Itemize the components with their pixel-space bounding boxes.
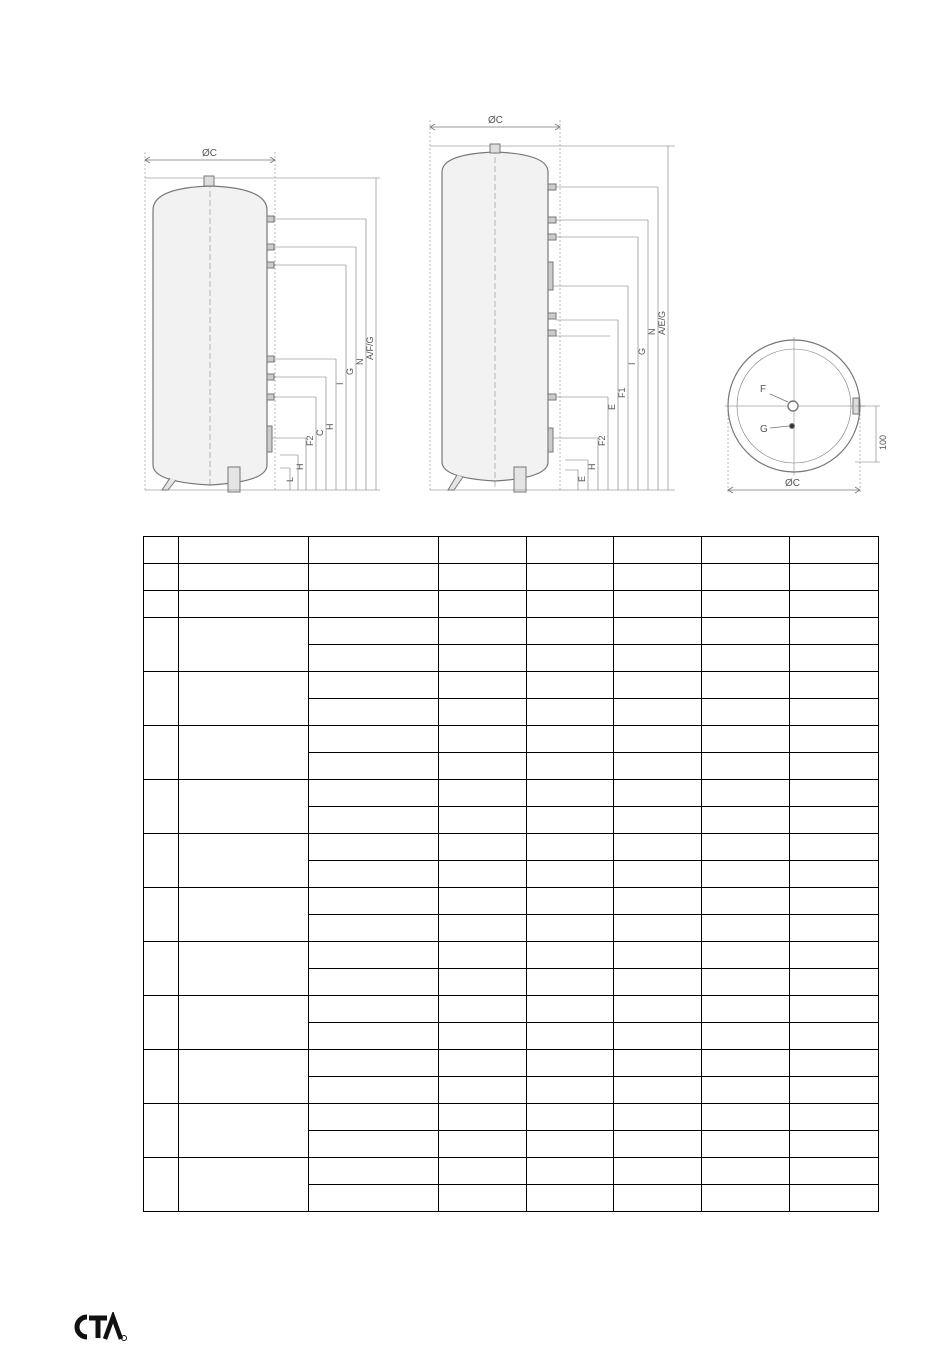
table-cell — [702, 969, 790, 996]
table-cell — [439, 699, 527, 726]
table-cell — [309, 1158, 439, 1185]
table-cell — [702, 807, 790, 834]
table-row — [144, 1158, 879, 1185]
table-cell — [614, 726, 702, 753]
tank-right-drawing — [430, 120, 675, 492]
table-row — [144, 726, 879, 753]
table-cell — [790, 1104, 879, 1131]
table-cell — [702, 1185, 790, 1212]
table-cell — [309, 861, 439, 888]
dimensions-table-body — [144, 537, 879, 1212]
table-cell — [702, 753, 790, 780]
table-row — [144, 780, 879, 807]
table-cell — [614, 564, 702, 591]
table-cell — [702, 834, 790, 861]
dim-label: I — [335, 382, 345, 385]
table-row — [144, 888, 879, 915]
table-cell — [527, 564, 614, 591]
table-cell — [702, 996, 790, 1023]
table-cell — [614, 861, 702, 888]
table-cell — [527, 1158, 614, 1185]
table-cell — [439, 915, 527, 942]
table-cell — [702, 861, 790, 888]
table-cell — [702, 1158, 790, 1185]
table-cell — [179, 591, 309, 618]
top-view-diameter-label: ØC — [785, 478, 800, 489]
top-view-label-f: F — [760, 384, 767, 395]
table-cell — [614, 1050, 702, 1077]
table-cell — [790, 1158, 879, 1185]
table-cell — [790, 591, 879, 618]
table-cell — [702, 1131, 790, 1158]
table-cell — [179, 996, 309, 1050]
table-cell — [309, 834, 439, 861]
dim-label: E — [607, 403, 617, 410]
table-cell — [527, 699, 614, 726]
table-cell — [527, 780, 614, 807]
table-cell — [702, 780, 790, 807]
tank-left-dimension-labels — [285, 336, 375, 482]
cta-logo — [73, 1312, 129, 1342]
table-cell — [702, 1104, 790, 1131]
table-cell — [309, 888, 439, 915]
dim-label: N — [355, 358, 365, 365]
table-cell — [527, 1131, 614, 1158]
table-cell — [144, 942, 179, 996]
top-view-label-g: G — [760, 424, 768, 435]
table-cell — [309, 942, 439, 969]
dim-label: A/F/G — [365, 336, 375, 360]
table-row — [144, 1050, 879, 1077]
table-cell — [702, 1077, 790, 1104]
table-cell — [614, 780, 702, 807]
table-cell — [702, 942, 790, 969]
table-cell — [144, 591, 179, 618]
table-cell — [439, 834, 527, 861]
table-cell — [614, 1077, 702, 1104]
table-cell — [439, 1158, 527, 1185]
table-cell — [527, 834, 614, 861]
table-cell — [179, 834, 309, 888]
table-cell — [309, 1023, 439, 1050]
table-row — [144, 834, 879, 861]
table-cell — [790, 645, 879, 672]
tank-left-drawing — [145, 152, 380, 492]
table-cell — [527, 1077, 614, 1104]
table-cell — [790, 672, 879, 699]
table-cell — [527, 672, 614, 699]
table-cell — [179, 942, 309, 996]
table-cell — [179, 726, 309, 780]
table-cell — [527, 753, 614, 780]
technical-drawings — [140, 110, 900, 500]
table-cell — [439, 672, 527, 699]
table-cell — [309, 1104, 439, 1131]
table-cell — [527, 915, 614, 942]
table-cell — [790, 807, 879, 834]
table-cell — [439, 564, 527, 591]
tank-left-diameter-label: ØC — [202, 148, 217, 159]
table-cell — [439, 537, 527, 564]
table-cell — [179, 1158, 309, 1212]
table-cell — [614, 618, 702, 645]
table-cell — [179, 537, 309, 564]
table-cell — [614, 942, 702, 969]
tank-right-dimension-labels — [577, 311, 667, 482]
table-row — [144, 1104, 879, 1131]
table-cell — [702, 645, 790, 672]
table-cell — [527, 645, 614, 672]
table-cell — [144, 1158, 179, 1212]
table-cell — [179, 672, 309, 726]
table-cell — [144, 672, 179, 726]
table-cell — [614, 1131, 702, 1158]
table-cell — [309, 618, 439, 645]
table-cell — [527, 1185, 614, 1212]
dim-label: L — [285, 476, 295, 482]
table-cell — [309, 1077, 439, 1104]
table-cell — [527, 861, 614, 888]
table-cell — [527, 1050, 614, 1077]
table-cell — [309, 1185, 439, 1212]
table-cell — [527, 942, 614, 969]
table-cell — [614, 1023, 702, 1050]
table-cell — [144, 780, 179, 834]
table-cell — [309, 726, 439, 753]
table-cell — [309, 915, 439, 942]
table-cell — [702, 1050, 790, 1077]
table-cell — [790, 699, 879, 726]
dim-label: E — [577, 475, 587, 482]
table-cell — [439, 726, 527, 753]
table-cell — [790, 1050, 879, 1077]
dimensions-table — [143, 536, 879, 1212]
dim-label: F2 — [597, 435, 607, 446]
table-row — [144, 537, 879, 564]
table-cell — [614, 645, 702, 672]
table-cell — [702, 537, 790, 564]
table-cell — [702, 1023, 790, 1050]
table-cell — [309, 537, 439, 564]
table-cell — [790, 915, 879, 942]
table-cell — [309, 699, 439, 726]
table-cell — [439, 1077, 527, 1104]
table-cell — [614, 834, 702, 861]
table-cell — [614, 996, 702, 1023]
table-cell — [439, 1023, 527, 1050]
table-cell — [527, 591, 614, 618]
dim-label: H — [325, 423, 335, 430]
table-cell — [614, 537, 702, 564]
tank-right-diameter-label: ØC — [488, 115, 503, 126]
table-cell — [439, 969, 527, 996]
table-cell — [702, 726, 790, 753]
dim-label: A/E/G — [657, 310, 667, 335]
table-cell — [614, 969, 702, 996]
table-cell — [527, 1023, 614, 1050]
table-cell — [614, 1104, 702, 1131]
table-cell — [790, 780, 879, 807]
table-cell — [439, 645, 527, 672]
table-cell — [439, 618, 527, 645]
table-cell — [790, 753, 879, 780]
table-cell — [527, 618, 614, 645]
table-row — [144, 996, 879, 1023]
top-view-offset-label: 100 — [878, 434, 888, 450]
table-row — [144, 672, 879, 699]
table-cell — [614, 672, 702, 699]
table-cell — [527, 537, 614, 564]
table-cell — [702, 591, 790, 618]
dim-label: G — [637, 347, 647, 355]
table-cell — [309, 753, 439, 780]
table-cell — [439, 942, 527, 969]
table-cell — [309, 645, 439, 672]
table-cell — [790, 1077, 879, 1104]
table-cell — [309, 672, 439, 699]
table-cell — [144, 537, 179, 564]
dim-label: G — [345, 367, 355, 375]
table-cell — [790, 1023, 879, 1050]
table-cell — [309, 564, 439, 591]
dim-label: F2 — [305, 435, 315, 446]
table-cell — [439, 1050, 527, 1077]
table-cell — [527, 1104, 614, 1131]
table-cell — [439, 996, 527, 1023]
table-cell — [179, 780, 309, 834]
table-cell — [144, 996, 179, 1050]
table-cell — [527, 969, 614, 996]
table-cell — [790, 861, 879, 888]
table-cell — [527, 888, 614, 915]
table-cell — [790, 618, 879, 645]
table-cell — [439, 1185, 527, 1212]
dim-label: N — [647, 328, 657, 335]
table-cell — [702, 564, 790, 591]
table-cell — [527, 807, 614, 834]
table-cell — [309, 996, 439, 1023]
table-cell — [309, 591, 439, 618]
table-cell — [702, 672, 790, 699]
table-cell — [144, 564, 179, 591]
dim-label: C — [315, 429, 325, 436]
table-cell — [527, 996, 614, 1023]
table-cell — [790, 1185, 879, 1212]
dim-label: H — [295, 463, 305, 470]
table-cell — [790, 726, 879, 753]
table-cell — [144, 1050, 179, 1104]
table-cell — [702, 915, 790, 942]
table-cell — [309, 969, 439, 996]
table-cell — [614, 1158, 702, 1185]
table-row — [144, 564, 879, 591]
table-cell — [527, 726, 614, 753]
table-cell — [614, 1185, 702, 1212]
table-cell — [179, 1104, 309, 1158]
table-cell — [614, 888, 702, 915]
table-cell — [439, 861, 527, 888]
table-cell — [790, 1131, 879, 1158]
table-cell — [439, 780, 527, 807]
table-cell — [144, 618, 179, 672]
table-cell — [790, 969, 879, 996]
table-cell — [439, 1104, 527, 1131]
table-cell — [179, 1050, 309, 1104]
dim-label: I — [627, 362, 637, 365]
dim-label: F1 — [617, 387, 627, 398]
table-cell — [309, 780, 439, 807]
table-cell — [144, 834, 179, 888]
table-cell — [309, 1050, 439, 1077]
table-cell — [790, 888, 879, 915]
table-cell — [702, 618, 790, 645]
table-cell — [179, 618, 309, 672]
table-cell — [439, 591, 527, 618]
table-cell — [790, 996, 879, 1023]
table-cell — [614, 807, 702, 834]
table-cell — [144, 726, 179, 780]
table-cell — [702, 699, 790, 726]
table-row — [144, 618, 879, 645]
table-cell — [439, 807, 527, 834]
table-cell — [790, 834, 879, 861]
table-cell — [309, 807, 439, 834]
table-cell — [309, 1131, 439, 1158]
table-cell — [614, 591, 702, 618]
table-cell — [179, 564, 309, 591]
top-view-drawing — [725, 337, 880, 494]
table-cell — [439, 753, 527, 780]
table-cell — [614, 699, 702, 726]
table-cell — [790, 564, 879, 591]
table-row — [144, 942, 879, 969]
table-cell — [144, 888, 179, 942]
table-cell — [790, 537, 879, 564]
table-cell — [614, 753, 702, 780]
table-cell — [702, 888, 790, 915]
table-cell — [439, 888, 527, 915]
table-cell — [439, 1131, 527, 1158]
table-cell — [790, 942, 879, 969]
table-cell — [614, 915, 702, 942]
dim-label: H — [587, 463, 597, 470]
table-cell — [144, 1104, 179, 1158]
table-row — [144, 591, 879, 618]
table-cell — [179, 888, 309, 942]
